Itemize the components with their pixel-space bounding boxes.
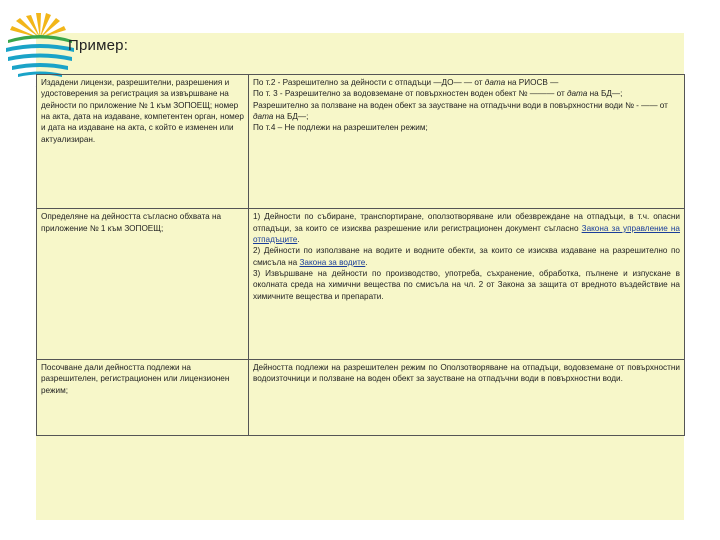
row-value xyxy=(249,209,685,360)
permit-line-2: По т. 3 - Разрешително за водовземане от повърхностен воден обект № ——— от xyxy=(253,89,567,99)
bullet-marker: · xyxy=(35,82,38,91)
waste-law-link[interactable]: Закона за управление на отпадъците xyxy=(253,223,680,245)
info-table xyxy=(36,74,685,436)
permit-line-3-end: на БД—; xyxy=(273,111,309,121)
permit-line-3: Разрешително за ползване на воден обект за заустване на отпадъчни води в повърхностни води № - —— от xyxy=(253,100,668,110)
punctuation: . xyxy=(297,235,300,245)
permit-line-2-end: на БД—; xyxy=(587,89,623,99)
date-placeholder: дата xyxy=(253,111,274,121)
punctuation: . xyxy=(365,257,368,267)
row-value: Дейността подлежи на разрешителен режим по Оползотворяване на отпадъци, водовземане от повърхностни водоизточници и ползване на воден обект за заустване на отпадъчни води в повърхностни води. xyxy=(249,360,685,436)
permit-line-1: По т.2 - Разрешително за дейности с отпадъци —ДО— — от xyxy=(253,78,485,87)
date-placeholder: дата xyxy=(566,89,588,99)
water-law-link[interactable]: Закона за водите xyxy=(299,257,366,267)
activity-2: 2) Дейности по използване на водите и водните обекти, за които се изисква издаване на разрешително по смисъла на xyxy=(253,246,680,267)
activity-1: 1) Дейности по събиране, транспортиране, оползотворяване или обезвреждане на отпадъци, в т.ч. опасни отпадъци, за които се изисква разрешение или регистрационен документ съгласно xyxy=(253,212,680,233)
table-row xyxy=(37,209,685,360)
slide-title: Пример: xyxy=(68,37,129,54)
activity-3: 3) Извършване на дейности по производство, употреба, съхранение, обработка, пълнене и изпускане в околната среда на химични вещества по смисъла на чл. 2 от Закона за защита от вредното въздействие на химичните вещества и препарати. xyxy=(253,269,680,301)
row-value xyxy=(249,75,685,209)
table-row xyxy=(37,75,685,209)
row-label: Издадени лицензи, разрешителни, разрешения и удостоверения за регистрация за извършване на дейности по приложение № 1 към ЗОПОЕЩ; номер на акта, дата на издаване, компетентен орган, номер и дата на издаване на акта, с който е изменен или актуализиран. xyxy=(37,75,249,209)
table-row xyxy=(37,360,685,436)
permit-line-1-end: на РИОСВ — xyxy=(505,78,559,87)
date-placeholder: дата xyxy=(484,78,506,87)
permit-line-4: По т.4 – Не подлежи на разрешителен режим; xyxy=(253,123,428,133)
row-label: Посочване дали дейността подлежи на разрешителен, регистрационен или лицензионен режим; xyxy=(37,360,249,436)
row-label: Определяне на дейността съгласно обхвата на приложение № 1 към ЗОПОЕЩ; xyxy=(37,209,249,360)
